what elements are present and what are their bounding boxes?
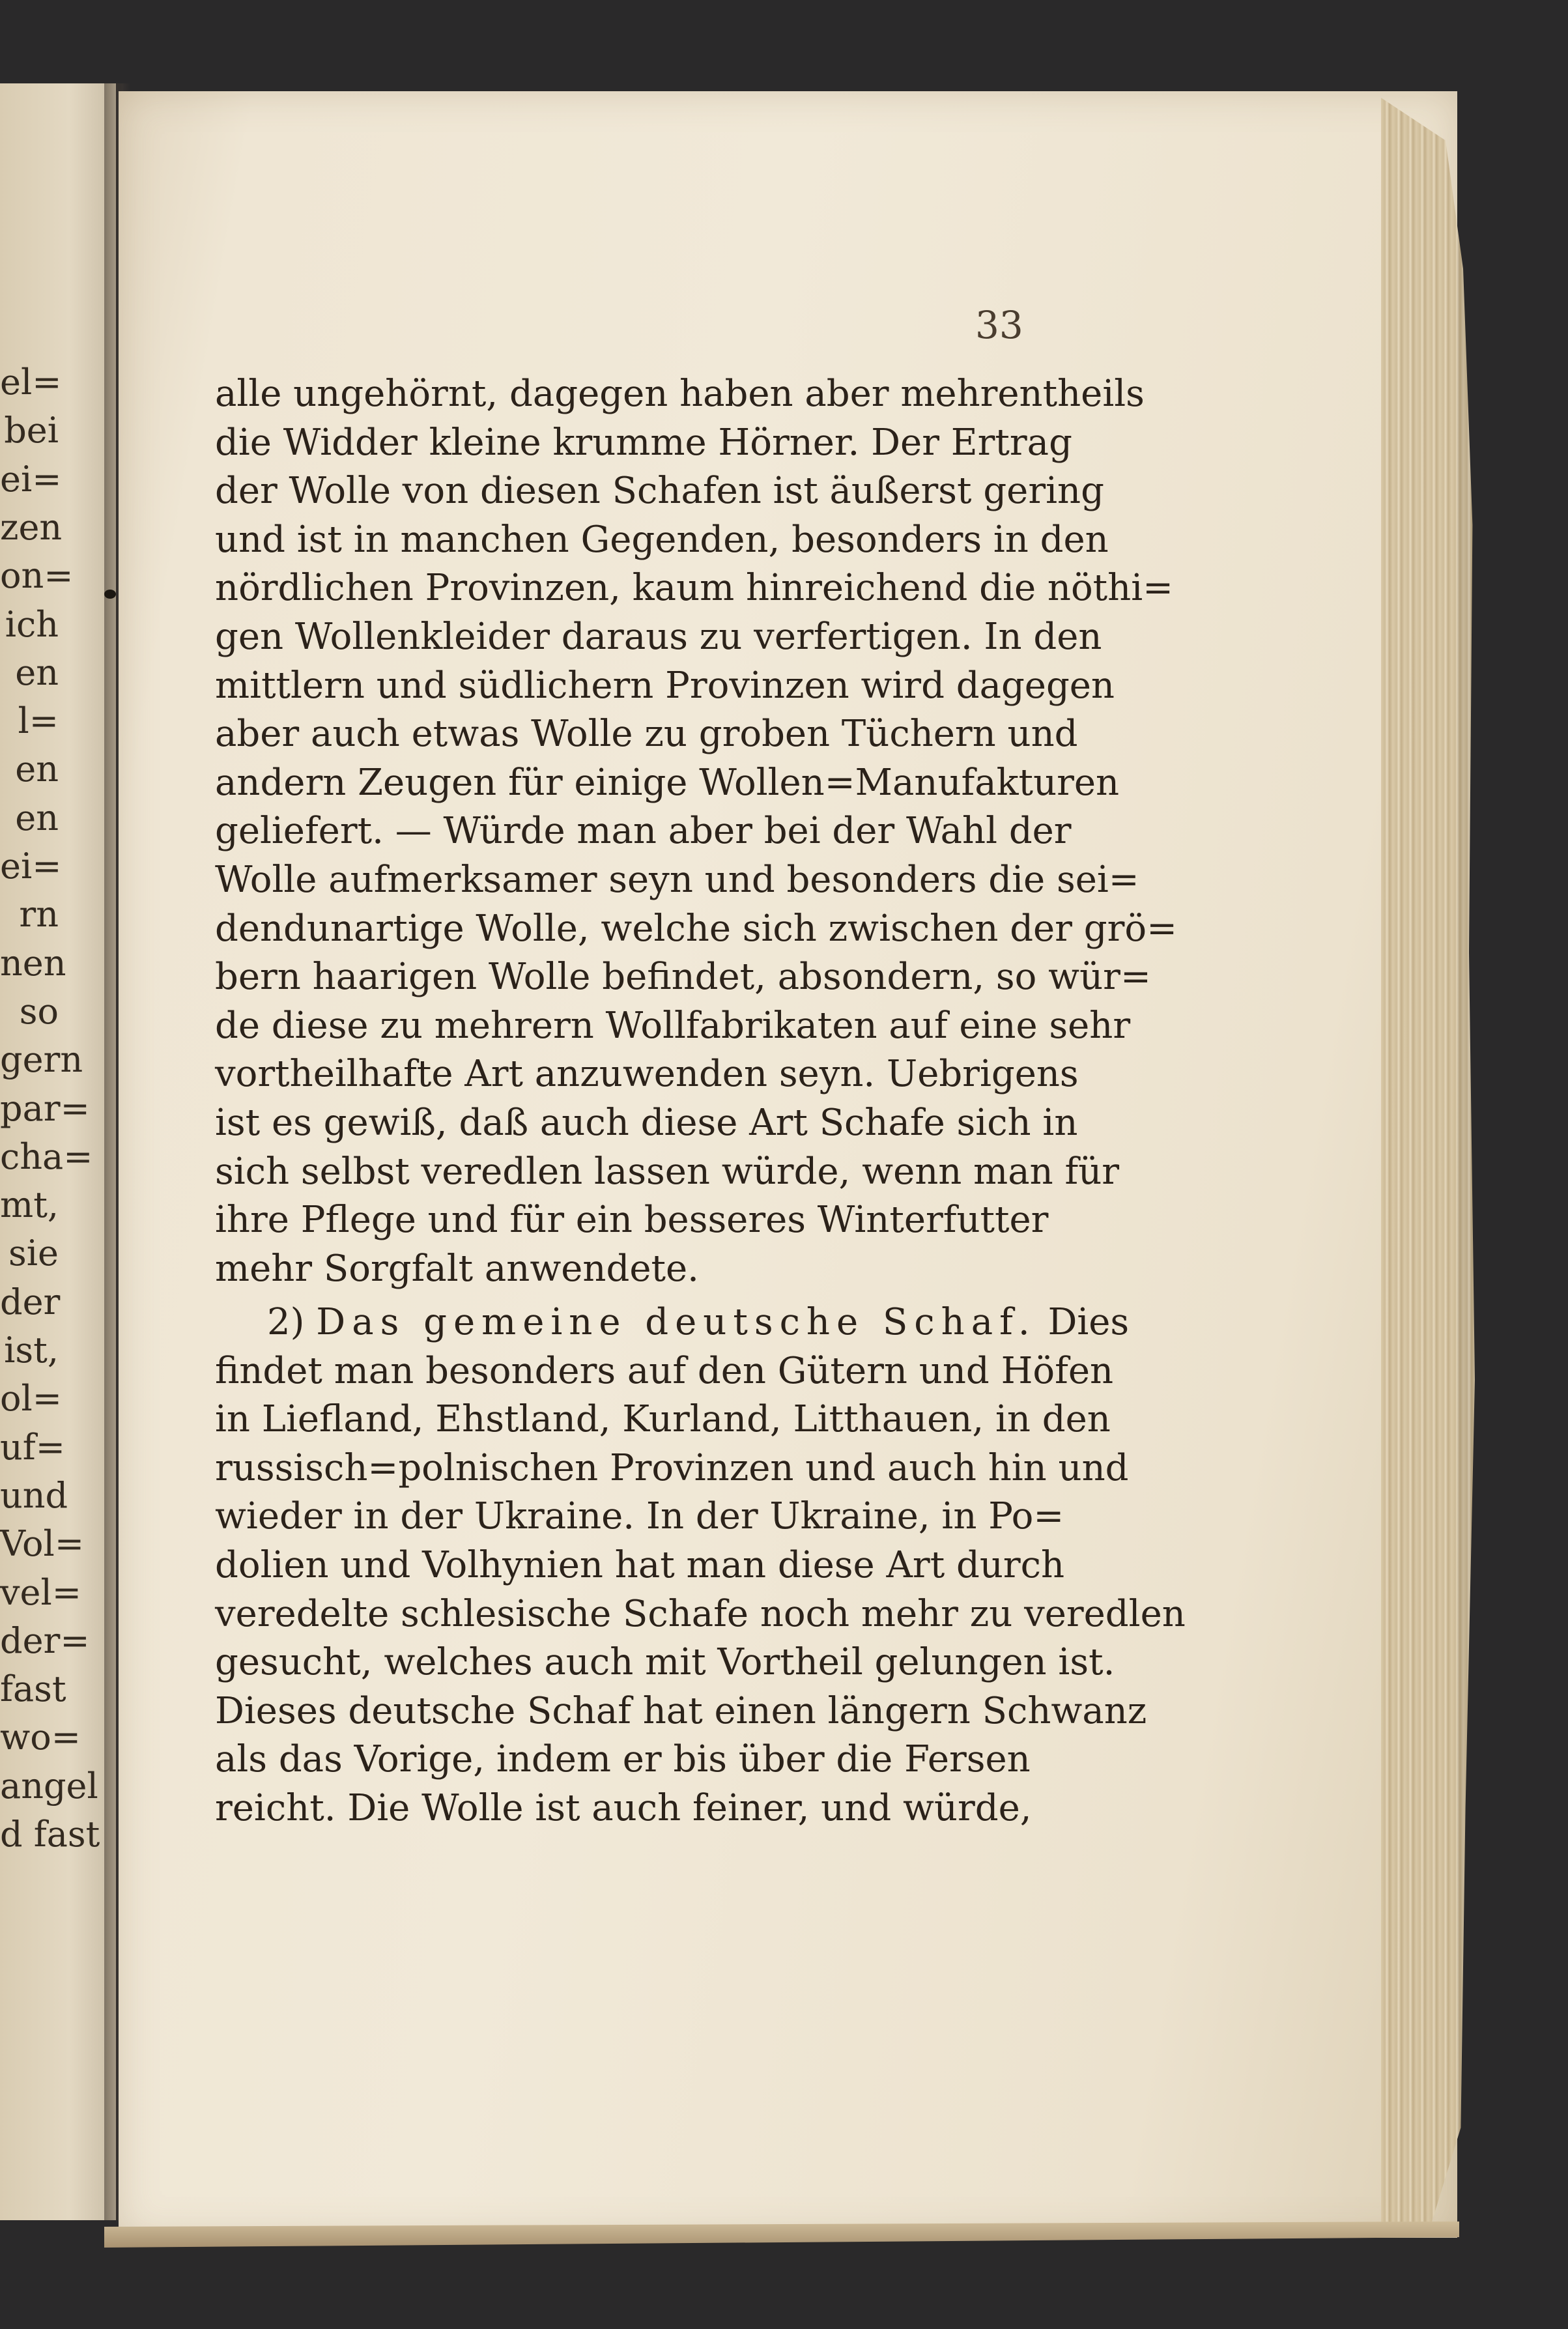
- left-page-fragment: uf=: [0, 1426, 66, 1468]
- section-heading: Das gemeine deutsche Schaf.: [316, 1301, 1036, 1343]
- text-line: gesucht, welches auch mit Vortheil gelungen ist.: [215, 1641, 1115, 1684]
- left-page-fragment: rn: [19, 894, 59, 936]
- text-line: mehr Sorgfalt anwendete.: [215, 1247, 699, 1290]
- text-line: wieder in der Ukraine. In der Ukraine, in Po=: [215, 1495, 1064, 1538]
- text-line: aber auch etwas Wolle zu groben Tüchern und: [215, 713, 1078, 756]
- left-page-fragment: der=: [0, 1620, 90, 1661]
- left-page-fragment: ol=: [0, 1378, 63, 1420]
- text-line: veredelte schlesische Schafe noch mehr zu veredlen: [215, 1592, 1186, 1635]
- paragraph-2-first-rest: Dies: [1048, 1301, 1130, 1343]
- left-page-fragment: und: [0, 1474, 68, 1516]
- left-page-fragment: en: [15, 797, 59, 838]
- text-line: ist es gewiß, daß auch diese Art Schafe sich in: [215, 1102, 1078, 1144]
- paragraph-2-first-line: [215, 1300, 1130, 1345]
- text-line: die Widder kleine krumme Hörner. Der Ertrag: [215, 421, 1072, 464]
- left-page-fragment: gern: [0, 1039, 83, 1081]
- text-line: bern haarigen Wolle befindet, absondern, so wür=: [215, 956, 1151, 999]
- text-line: vortheilhafte Art anzuwenden seyn. Uebrigens: [215, 1053, 1079, 1096]
- left-page-fragment: el=: [0, 362, 62, 403]
- text-line: dolien und Volhynien hat man diese Art durch: [215, 1544, 1065, 1586]
- text-line: alle ungehörnt, dagegen haben aber mehrentheils: [215, 373, 1145, 415]
- left-page-fragment: ist,: [4, 1330, 59, 1371]
- left-page-fragment: mt,: [0, 1184, 59, 1226]
- left-page-fragment: Vol=: [0, 1523, 85, 1565]
- left-page-fragment: d fast: [0, 1814, 100, 1855]
- text-line: als das Vorige, indem er bis über die Fersen: [215, 1738, 1031, 1781]
- left-page-fragment: angel: [0, 1765, 98, 1807]
- left-page-fragment: vel=: [0, 1571, 81, 1613]
- left-page-fragment: l=: [18, 700, 59, 742]
- text-line: Dieses deutsche Schaf hat einen längern Schwanz: [215, 1689, 1147, 1732]
- left-page-fragment: fast: [0, 1668, 66, 1710]
- left-page-fragment: en: [15, 749, 59, 790]
- text-line: de diese zu mehrern Wollfabrikaten auf eine sehr: [215, 1004, 1131, 1047]
- text-line: sich selbst veredlen lassen würde, wenn man für: [215, 1150, 1120, 1193]
- text-line: gen Wollenkleider daraus zu verfertigen. In den: [215, 616, 1102, 658]
- left-page-fragment: ich: [5, 603, 59, 645]
- left-page-fragment: sie: [8, 1233, 59, 1274]
- text-line: in Liefland, Ehstland, Kurland, Litthauen, in den: [215, 1398, 1111, 1441]
- ink-mark: [104, 590, 116, 599]
- left-page-fragment: wo=: [0, 1717, 81, 1758]
- left-page-fragment: zen: [0, 506, 63, 548]
- left-page-fragment: on=: [0, 555, 74, 597]
- left-page-fragment: nen: [0, 942, 66, 984]
- text-line: findet man besonders auf den Gütern und Höfen: [215, 1349, 1114, 1392]
- text-line: andern Zeugen für einige Wollen=Manufakturen: [215, 761, 1120, 804]
- left-page-fragment: en: [15, 651, 59, 693]
- left-page-fragment: bei: [4, 410, 59, 451]
- left-page-fragment: ei=: [0, 846, 62, 887]
- left-page-fragment: der: [0, 1281, 61, 1322]
- text-line: ihre Pflege und für ein besseres Winterfutter: [215, 1199, 1049, 1242]
- left-page-fragment: so: [19, 990, 59, 1032]
- left-page-fragment: par=: [0, 1087, 90, 1129]
- left-page-fragment: cha=: [0, 1136, 93, 1177]
- left-page-fragment: ei=: [0, 458, 62, 500]
- text-line: dendunartige Wolle, welche sich zwischen der grö=: [215, 907, 1177, 950]
- paragraph-number: 2): [267, 1301, 305, 1343]
- page-number: 33: [975, 303, 1023, 347]
- text-line: der Wolle von diesen Schafen ist äußerst gering: [215, 470, 1104, 513]
- text-line: und ist in manchen Gegenden, besonders in den: [215, 518, 1109, 561]
- text-line: reicht. Die Wolle ist auch feiner, und würde,: [215, 1787, 1032, 1829]
- text-line: nördlichen Provinzen, kaum hinreichend die nöthi=: [215, 567, 1174, 610]
- text-line: mittlern und südlichern Provinzen wird dagegen: [215, 664, 1115, 707]
- text-line: geliefert. — Würde man aber bei der Wahl der: [215, 810, 1072, 853]
- text-line: Wolle aufmerksamer seyn und besonders die sei=: [215, 859, 1139, 901]
- text-line: russisch=polnischen Provinzen und auch hin und: [215, 1446, 1129, 1489]
